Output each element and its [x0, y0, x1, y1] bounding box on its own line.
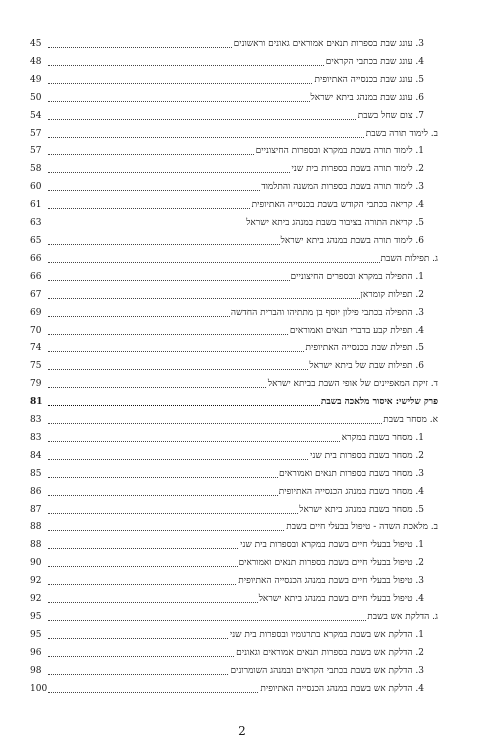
toc-entry: [30, 106, 438, 124]
toc-page-number: 86: [30, 486, 42, 497]
toc-page-number: 48: [30, 56, 42, 67]
toc-entry-title: 5. מסחר בשבת במנהג ביתא ישראל: [299, 504, 424, 515]
toc-page-number: 54: [30, 110, 42, 121]
toc-entry-title: 1. מסחר בשבת במקרא: [341, 432, 424, 443]
toc-entry: [30, 410, 438, 428]
toc-entry: [30, 88, 438, 106]
toc-page-number: 70: [30, 325, 42, 336]
toc-page-number: 85: [30, 468, 42, 479]
toc-entry-title: 1. לימוד תורה בשבת במקרא ובספרות החיצוניים: [255, 146, 424, 157]
toc-entry: [30, 661, 438, 679]
toc-page-number: 57: [30, 146, 42, 157]
toc-entry-title: 2. מסחר בשבת בספרות בית שני: [310, 450, 424, 461]
toc-entry-title: 2. תפילות קומראן: [360, 289, 424, 300]
toc-entry: [30, 553, 438, 571]
toc-page-number: 58: [30, 164, 42, 175]
toc-entry: [30, 356, 438, 374]
toc-page-number: 95: [30, 612, 42, 622]
toc-page-number: 95: [30, 629, 42, 640]
toc-entry: [30, 643, 438, 661]
toc-entry: [30, 464, 438, 482]
toc-entry: [30, 195, 438, 213]
toc-entry: [30, 338, 438, 356]
toc-entry-title: ג. תפילות השבת: [380, 253, 438, 264]
toc-entry: [30, 303, 438, 321]
toc-entry-title: 3. לימוד תורה בשבת בספרות המשנה והתלמוד: [261, 182, 424, 193]
toc-entry-title: 4. הדלקת אש בשבת במנהג הכנסייה האתיופית: [260, 683, 424, 694]
toc-entry: [30, 267, 438, 285]
toc-entry-title: 3. התפילה בכתבי פילון יוסף בן מתתיהו והברית החדשה: [230, 307, 424, 318]
toc-entry-title: 6. תפילות שבת של ביתא ישראל: [309, 361, 424, 372]
toc-page-number: 88: [30, 540, 42, 551]
toc-entry: [30, 34, 438, 52]
toc-entry: [30, 679, 438, 697]
toc-leader-dots: [48, 413, 438, 424]
toc-page-number: 74: [30, 343, 42, 354]
toc-entry-title: 1. הדלקת אש בשבת במקרא בתרגומיו ובספרות בית שני: [229, 629, 424, 640]
toc-entry-title: 4. טיפול בבעלי חיים בשבת במנהג ביתא ישראל: [258, 594, 424, 605]
toc-page-number: 66: [30, 253, 42, 264]
toc-page-number: 79: [30, 379, 42, 390]
page-number: 2: [238, 724, 246, 738]
toc-entry: [30, 249, 438, 267]
toc-page-number: 83: [30, 415, 42, 426]
toc-entry: [30, 124, 438, 142]
toc-entry: [30, 589, 438, 607]
toc-page-number: 66: [30, 271, 42, 282]
toc-page-number: 60: [30, 182, 42, 193]
toc-page-number: 49: [30, 74, 42, 85]
toc-entry-title: ג. הדלקת אש בשבת: [367, 612, 438, 622]
toc-entry-title: 3. הדלקת אש בשבת בכתבי הקראים ובמנהג השומרונים: [230, 665, 424, 676]
toc-entry-title: פרק שלישי: איסור מלאכה בשבת: [320, 397, 438, 408]
toc-entry: [30, 517, 438, 535]
toc-entry-title: 4. קריאה בכתבי הקודש בשבת בכנסייה האתיופית: [251, 200, 424, 211]
toc-entry-title: 3. טיפול בבעלי חיים בשבת במנהג הכנסייה האתיופית: [238, 576, 424, 587]
toc-entry-title: 3. מסחר בשבת בספרות תנאים ואמוראים: [279, 468, 424, 479]
toc-entry-title: 6. עונג שבת במנהג ביתא ישראל: [310, 92, 424, 103]
toc-entry-title: 2. טיפול בבעלי חיים בשבת בספרות תנאים ואמוראים: [238, 558, 424, 569]
toc-entry-title: 2. הדלקת אש בשבת בספרות תנאים אמוראים וגאונים: [236, 647, 424, 658]
toc-page-number: 92: [30, 576, 42, 587]
toc-entry-title: א. מסחר בשבת: [383, 415, 438, 426]
toc-entry-title: 1. התפילה במקרא ובספרים החיצוניים: [290, 271, 424, 282]
toc-page-number: 88: [30, 522, 42, 533]
toc-entry-title: 3. עונג שבת בספרות תנאים אמוראים גאונים וראשונים: [233, 39, 424, 49]
toc-entry-title: 5. עונג שבת בכנסייה האתיופית: [314, 74, 424, 85]
toc-page-number: 90: [30, 558, 42, 569]
toc-entry-title: 7. צום שחל בשבת: [357, 110, 424, 121]
toc-page-number: 83: [30, 432, 42, 443]
toc-entry: [30, 482, 438, 500]
toc-entry-title: 2. לימוד תורה בשבת בספרות בית שני: [291, 164, 424, 175]
toc-entry-title: 4. עונג שבת בכתבי הקראים: [325, 56, 424, 67]
toc-page-number: 75: [30, 361, 42, 372]
toc-entry: [30, 607, 438, 625]
toc-page-number: 81: [30, 397, 43, 408]
toc-page-number: 100: [30, 683, 48, 694]
toc-page-number: 65: [30, 235, 42, 246]
toc-page-number: 84: [30, 450, 42, 461]
toc-page-number: 69: [30, 307, 42, 318]
toc-entry-title: 4. תפילת קבע בדברי תנאים ואמוראים: [289, 325, 424, 336]
toc-page-number: 67: [30, 289, 42, 300]
toc-entry-title: 4. מסחר בשבת במנהג הכנסייה האתיופית: [278, 486, 424, 497]
toc-entry: [30, 177, 438, 195]
toc-entry: [30, 446, 438, 464]
toc-entry: [30, 52, 438, 70]
toc-page-number: 63: [30, 218, 42, 229]
toc-entry-title: 1. טיפול בבעלי חיים בשבת במקרא ובספרות בית שני: [240, 540, 424, 551]
toc-entry: [30, 70, 438, 88]
toc-page-number: 87: [30, 504, 42, 515]
toc-entry-title: ד. זיקת המאפיינים של אופי השבת בביתא ישראל: [267, 379, 438, 390]
toc-entry: [30, 500, 438, 518]
toc-entry-title: ב. לימוד תורה בשבת: [365, 128, 438, 139]
toc-page-number: 96: [30, 647, 42, 658]
toc-entry: [30, 321, 438, 339]
toc-page-number: 57: [30, 128, 42, 139]
toc-page-number: 50: [30, 92, 42, 103]
toc-entry: [30, 535, 438, 553]
toc-entry: [30, 428, 438, 446]
toc-page-number: 45: [30, 39, 42, 49]
toc-entry: [30, 625, 438, 643]
toc-entry: [30, 571, 438, 589]
toc-entry: [30, 141, 438, 159]
toc-entry-title: 6. לימוד תורה בשבת במנהג ביתא ישראל: [280, 235, 424, 246]
toc-entry-title: ב. מלאכת השדה - טיפול בבעלי חיים בשבת: [286, 522, 438, 533]
toc-entry: [30, 374, 438, 392]
toc-entry-title: 5. קריאת התורה בציבור בשבת במנהג ביתא ישראל: [246, 218, 424, 229]
toc-entry: [30, 285, 438, 303]
table-of-contents: [30, 34, 438, 697]
toc-page-number: 98: [30, 665, 42, 676]
toc-entry-title: 5. תפילת שבת בכנסייה האתיופית: [305, 343, 424, 354]
toc-entry: [30, 231, 438, 249]
toc-chapter-entry: [30, 392, 438, 410]
toc-entry: [30, 159, 438, 177]
toc-page-number: 92: [30, 594, 42, 605]
toc-entry: [30, 213, 438, 231]
toc-page-number: 61: [30, 200, 42, 211]
